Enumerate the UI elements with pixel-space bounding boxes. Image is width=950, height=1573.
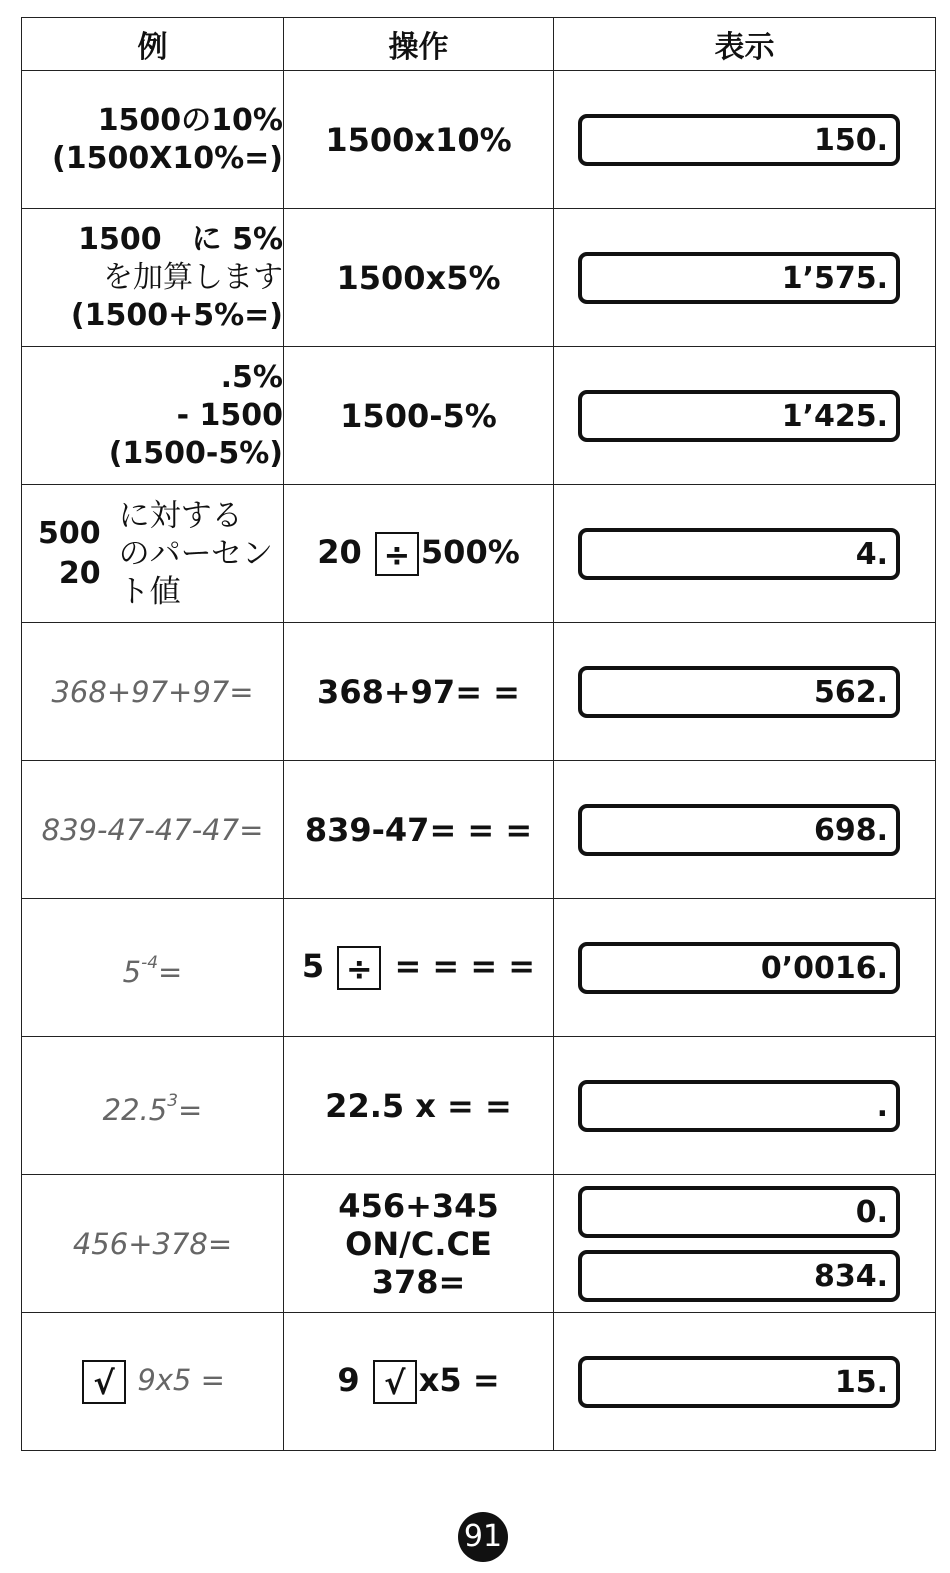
example-line: 1500の10% <box>97 102 283 138</box>
operation-cell <box>284 1313 554 1451</box>
example-line: (1500+5%=) <box>70 297 283 333</box>
table-row <box>22 1313 936 1451</box>
example-cell <box>22 899 284 1037</box>
divide-key-icon: ÷ <box>375 532 419 576</box>
example-exponent: 3 <box>167 1091 179 1111</box>
header-operation: 操作 <box>284 18 554 71</box>
operation-cell: 22.5 x = = <box>284 1037 554 1175</box>
operation-line: 378= <box>371 1262 466 1301</box>
example-line: (1500-5%) <box>108 435 283 471</box>
display-cell <box>554 623 936 761</box>
display-cell <box>554 71 936 209</box>
operation-cell <box>284 1175 554 1313</box>
square-root-key-icon: √ <box>373 1360 417 1404</box>
operation-text: 5 <box>301 946 325 985</box>
example-cell <box>22 209 284 347</box>
example-line: (1500X10%=) <box>52 140 283 176</box>
operation-line: ON/C.CE <box>345 1224 492 1263</box>
operation-cell <box>284 899 554 1037</box>
operation-text: 9 <box>337 1360 360 1399</box>
example-number: 500 <box>38 515 101 551</box>
calculator-display: 15. <box>578 1356 900 1408</box>
calculator-display: 150. <box>578 114 900 166</box>
table-row <box>22 761 936 899</box>
example-cell <box>22 347 284 485</box>
operation-text: x5 = <box>418 1360 500 1399</box>
example-exponent: -4 <box>141 953 159 973</box>
operation-line: 456+345 <box>338 1186 499 1225</box>
calculator-display: 1’425. <box>578 390 900 442</box>
example-line: - 1500 <box>176 397 283 433</box>
example-cell: 368+97+97= <box>22 623 284 761</box>
table-header-row <box>22 18 936 71</box>
display-cell <box>554 347 936 485</box>
header-example: 例 <box>22 18 284 71</box>
example-cell: 456+378= <box>22 1175 284 1313</box>
example-cell <box>22 71 284 209</box>
example-line: に対する <box>118 497 243 534</box>
table-row <box>22 347 936 485</box>
square-root-key-icon: √ <box>82 1360 126 1404</box>
operation-text: 20 <box>317 532 362 571</box>
calculator-display: 0’0016. <box>578 942 900 994</box>
example-text <box>119 497 273 611</box>
example-number: 20 <box>58 555 101 591</box>
table-row <box>22 899 936 1037</box>
example-line: のパーセン <box>118 535 274 572</box>
operation-cell: 1500x10% <box>284 71 554 209</box>
table-row <box>22 209 936 347</box>
display-cell <box>554 485 936 623</box>
example-line: .5% <box>220 359 283 395</box>
calculation-examples-table <box>21 17 936 1451</box>
example-line: 1500 に 5% <box>78 221 283 257</box>
calculator-display: 698. <box>578 804 900 856</box>
table-row <box>22 623 936 761</box>
page-number: 91 <box>458 1512 508 1562</box>
calculator-display: 0. <box>578 1186 900 1238</box>
example-numbers <box>38 514 101 594</box>
operation-cell: 1500-5% <box>284 347 554 485</box>
calculator-display: 1’575. <box>578 252 900 304</box>
example-cell <box>22 1313 284 1451</box>
example-line: ト値 <box>118 573 181 610</box>
display-cell <box>554 761 936 899</box>
table-row <box>22 485 936 623</box>
example-text: 9x5 = <box>137 1362 225 1397</box>
display-cell <box>554 899 936 1037</box>
example-equals: = <box>178 1093 203 1127</box>
calculator-display: 562. <box>578 666 900 718</box>
display-cell <box>554 209 936 347</box>
calculator-display: 834. <box>578 1250 900 1302</box>
display-cell <box>554 1037 936 1175</box>
calculator-display: . <box>578 1080 900 1132</box>
header-display: 表示 <box>554 18 936 71</box>
example-cell: 839-47-47-47= <box>22 761 284 899</box>
display-cell <box>554 1175 936 1313</box>
operation-cell: 839-47= = = <box>284 761 554 899</box>
operation-cell: 368+97= = <box>284 623 554 761</box>
example-equals: = <box>158 955 183 989</box>
example-cell <box>22 485 284 623</box>
operation-cell: 1500x5% <box>284 209 554 347</box>
example-cell <box>22 1037 284 1175</box>
divide-key-icon: ÷ <box>337 946 381 990</box>
display-cell <box>554 1313 936 1451</box>
operation-text: 500% <box>420 532 520 571</box>
table-row <box>22 1175 936 1313</box>
example-base: 5 <box>122 955 142 989</box>
example-line: を加算します <box>103 259 283 295</box>
table-row <box>22 71 936 209</box>
example-base: 22.5 <box>102 1093 168 1127</box>
operation-text: = = = = <box>394 946 536 985</box>
calculator-display: 4. <box>578 528 900 580</box>
operation-cell <box>284 485 554 623</box>
table-row <box>22 1037 936 1175</box>
